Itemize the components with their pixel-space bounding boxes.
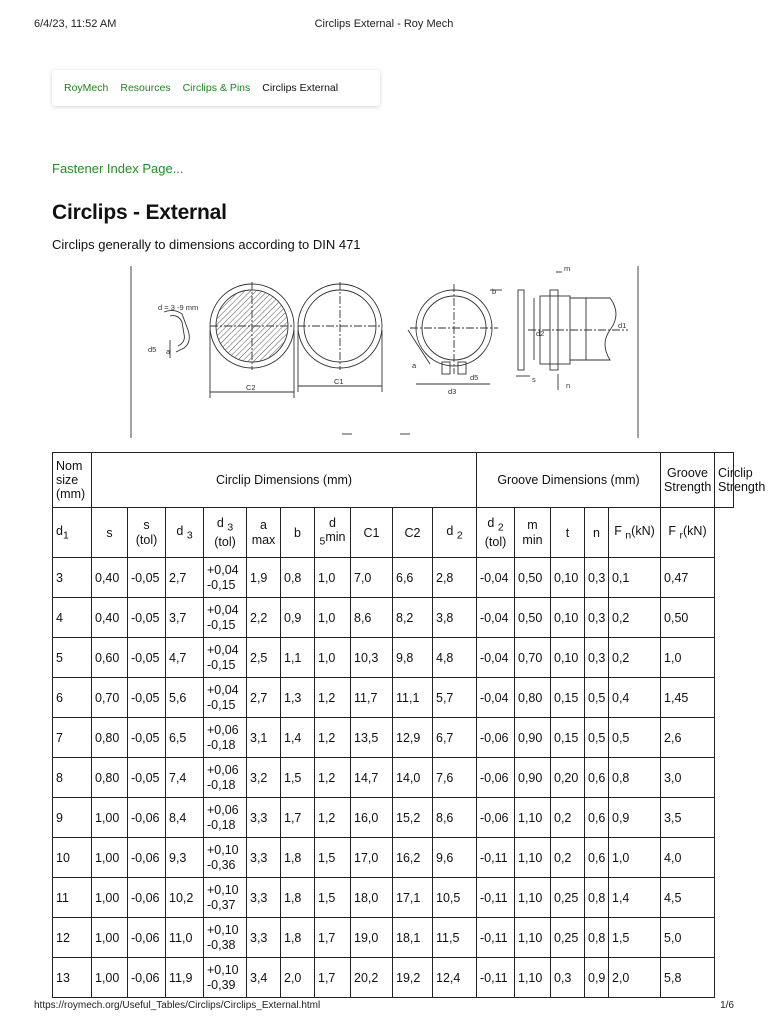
cell-fn: 0,1 xyxy=(609,558,661,598)
col-s-tol: s (tol) xyxy=(128,508,166,558)
cell-t: 0,2 xyxy=(551,798,585,838)
circlip-dimensions-table xyxy=(52,452,766,998)
cell-d5: 1,0 xyxy=(315,558,351,598)
col-b: b xyxy=(281,508,315,558)
cell-d3: 7,4 xyxy=(166,758,204,798)
cell-c2: 11,1 xyxy=(393,678,433,718)
col-d1: $d_1$ xyxy=(53,508,92,558)
cell-fn: 0,2 xyxy=(609,598,661,638)
cell-a: 3,3 xyxy=(247,798,281,838)
cell-d2: 3,8 xyxy=(433,598,477,638)
col-d2-tol: d $_2$ (tol) xyxy=(477,508,515,558)
cell-d2: 8,6 xyxy=(433,798,477,838)
cell-fr: 0,47 xyxy=(661,558,715,598)
header-groove-dimensions: Groove Dimensions (mm) xyxy=(477,453,661,508)
table-row xyxy=(53,758,734,798)
cell-s-tol: -0,06 xyxy=(128,878,166,918)
cell-n: 0,8 xyxy=(585,878,609,918)
cell-d5: 1,2 xyxy=(315,718,351,758)
cell-d5: 1,2 xyxy=(315,678,351,718)
cell-t: 0,25 xyxy=(551,878,585,918)
cell-d3-tol: +0,06 -0,18 xyxy=(204,718,247,758)
cell-fr: 3,0 xyxy=(661,758,715,798)
cell-m: 0,90 xyxy=(515,718,551,758)
cell-c1: 19,0 xyxy=(351,918,393,958)
cell-fr: 3,5 xyxy=(661,798,715,838)
cell-c1: 14,7 xyxy=(351,758,393,798)
cell-c2: 8,2 xyxy=(393,598,433,638)
cell-fr: 4,5 xyxy=(661,878,715,918)
cell-a: 3,3 xyxy=(247,878,281,918)
cell-c2: 14,0 xyxy=(393,758,433,798)
breadcrumb xyxy=(52,70,380,106)
cell-b: 0,8 xyxy=(281,558,315,598)
fastener-index-link[interactable]: Fastener Index Page... xyxy=(52,161,184,176)
cell-a: 3,3 xyxy=(247,918,281,958)
cell-d2-tol: -0,04 xyxy=(477,678,515,718)
cell-c2: 6,6 xyxy=(393,558,433,598)
cell-c1: 18,0 xyxy=(351,878,393,918)
breadcrumb-current: Circlips External xyxy=(262,82,339,94)
cell-t: 0,10 xyxy=(551,598,585,638)
cell-c2: 18,1 xyxy=(393,918,433,958)
cell-d3-tol: +0,04 -0,15 xyxy=(204,678,247,718)
cell-d3: 2,7 xyxy=(166,558,204,598)
fig-label-d5-left: d5 xyxy=(148,345,157,354)
header-circlip-dimensions: Circlip Dimensions (mm) xyxy=(92,453,477,508)
fig-label-d-range: d = 3 -9 mm xyxy=(158,303,199,312)
cell-d2-tol: -0,06 xyxy=(477,758,515,798)
cell-t: 0,20 xyxy=(551,758,585,798)
cell-s-tol: -0,05 xyxy=(128,638,166,678)
table-row xyxy=(53,918,734,958)
col-t: t xyxy=(551,508,585,558)
fig-label-a-mid: a xyxy=(412,361,417,370)
cell-m: 1,10 xyxy=(515,958,551,998)
cell-b: 1,5 xyxy=(281,758,315,798)
cell-a: 3,1 xyxy=(247,718,281,758)
cell-d3: 10,2 xyxy=(166,878,204,918)
table-row xyxy=(53,638,734,678)
cell-d2: 10,5 xyxy=(433,878,477,918)
print-url: https://roymech.org/Useful_Tables/Circlips/Circlips_External.html xyxy=(34,1000,321,1011)
cell-n: 0,8 xyxy=(585,918,609,958)
print-date: 6/4/23, 11:52 AM xyxy=(34,18,117,30)
cell-n: 0,3 xyxy=(585,638,609,678)
intro-text: Circlips generally to dimensions according to DIN 471 xyxy=(52,237,361,252)
cell-d1: 12 xyxy=(53,918,92,958)
fig-label-b: b xyxy=(492,287,497,296)
cell-s: 0,80 xyxy=(92,718,128,758)
cell-s: 0,60 xyxy=(92,638,128,678)
cell-t: 0,15 xyxy=(551,678,585,718)
cell-fn: 0,5 xyxy=(609,718,661,758)
cell-d5: 1,0 xyxy=(315,638,351,678)
cell-d5: 1,5 xyxy=(315,838,351,878)
cell-d1: 10 xyxy=(53,838,92,878)
cell-c1: 10,3 xyxy=(351,638,393,678)
cell-s-tol: -0,05 xyxy=(128,678,166,718)
col-c1: C1 xyxy=(351,508,393,558)
fig-label-d5-mid: d5 xyxy=(470,373,479,382)
cell-c1: 8,6 xyxy=(351,598,393,638)
fig-label-m: m xyxy=(564,264,571,273)
cell-d3-tol: +0,06 -0,18 xyxy=(204,758,247,798)
cell-fn: 1,0 xyxy=(609,838,661,878)
page-title: Circlips - External xyxy=(52,201,227,224)
col-d2: d $_2$ xyxy=(433,508,477,558)
fig-label-d2: d2 xyxy=(536,329,545,338)
cell-n: 0,5 xyxy=(585,718,609,758)
print-footer xyxy=(34,1000,734,1014)
header-nom-size: Nom size (mm) xyxy=(53,453,92,508)
cell-m: 0,80 xyxy=(515,678,551,718)
cell-s: 1,00 xyxy=(92,878,128,918)
cell-d1: 8 xyxy=(53,758,92,798)
cell-m: 0,70 xyxy=(515,638,551,678)
cell-d2: 9,6 xyxy=(433,838,477,878)
cell-t: 0,2 xyxy=(551,838,585,878)
cell-n: 0,6 xyxy=(585,798,609,838)
cell-d2-tol: -0,04 xyxy=(477,598,515,638)
cell-t: 0,10 xyxy=(551,638,585,678)
cell-d3: 11,0 xyxy=(166,918,204,958)
cell-d2-tol: -0,04 xyxy=(477,558,515,598)
cell-s: 1,00 xyxy=(92,958,128,998)
cell-a: 3,4 xyxy=(247,958,281,998)
header-circlip-strength: Circlip Strength xyxy=(715,453,734,508)
col-d3-tol: d $_3$ (tol) xyxy=(204,508,247,558)
cell-s-tol: -0,06 xyxy=(128,838,166,878)
cell-s: 0,40 xyxy=(92,598,128,638)
cell-d2-tol: -0,04 xyxy=(477,638,515,678)
cell-d3-tol: +0,10 -0,37 xyxy=(204,878,247,918)
cell-c2: 15,2 xyxy=(393,798,433,838)
cell-m: 1,10 xyxy=(515,878,551,918)
cell-t: 0,10 xyxy=(551,558,585,598)
cell-d2-tol: -0,11 xyxy=(477,878,515,918)
cell-n: 0,3 xyxy=(585,558,609,598)
cell-d1: 4 xyxy=(53,598,92,638)
cell-d2: 12,4 xyxy=(433,958,477,998)
col-d3: d $_3$ xyxy=(166,508,204,558)
fig-label-d1: d1 xyxy=(618,321,627,330)
cell-s: 1,00 xyxy=(92,798,128,838)
cell-c1: 20,2 xyxy=(351,958,393,998)
cell-n: 0,6 xyxy=(585,758,609,798)
cell-n: 0,6 xyxy=(585,838,609,878)
cell-s-tol: -0,05 xyxy=(128,758,166,798)
cell-d3-tol: +0,06 -0,18 xyxy=(204,798,247,838)
cell-d5: 1,0 xyxy=(315,598,351,638)
cell-b: 1,8 xyxy=(281,838,315,878)
cell-fr: 1,45 xyxy=(661,678,715,718)
cell-s-tol: -0,06 xyxy=(128,918,166,958)
fig-label-d3: d3 xyxy=(448,387,457,396)
table-row xyxy=(53,958,734,998)
cell-fr: 5,8 xyxy=(661,958,715,998)
cell-c2: 16,2 xyxy=(393,838,433,878)
cell-c1: 11,7 xyxy=(351,678,393,718)
cell-c1: 13,5 xyxy=(351,718,393,758)
cell-fn: 2,0 xyxy=(609,958,661,998)
cell-d5: 1,7 xyxy=(315,958,351,998)
cell-b: 1,7 xyxy=(281,798,315,838)
cell-t: 0,3 xyxy=(551,958,585,998)
cell-d2: 5,7 xyxy=(433,678,477,718)
cell-s: 0,40 xyxy=(92,558,128,598)
cell-d2-tol: -0,06 xyxy=(477,798,515,838)
table-row xyxy=(53,598,734,638)
fig-label-c1: C1 xyxy=(334,377,344,386)
cell-d1: 9 xyxy=(53,798,92,838)
fig-label-a-left: a xyxy=(166,347,171,356)
cell-t: 0,15 xyxy=(551,718,585,758)
cell-d2-tol: -0,11 xyxy=(477,958,515,998)
cell-s-tol: -0,06 xyxy=(128,958,166,998)
cell-d1: 3 xyxy=(53,558,92,598)
cell-m: 1,10 xyxy=(515,918,551,958)
breadcrumb-resources[interactable]: Resources xyxy=(120,82,171,94)
cell-a: 3,2 xyxy=(247,758,281,798)
cell-d5: 1,7 xyxy=(315,918,351,958)
cell-d5: 1,2 xyxy=(315,798,351,838)
fig-label-s: s xyxy=(532,375,536,384)
cell-d1: 6 xyxy=(53,678,92,718)
col-n: n xyxy=(585,508,609,558)
cell-fr: 1,0 xyxy=(661,638,715,678)
table-row xyxy=(53,798,734,838)
cell-s-tol: -0,05 xyxy=(128,718,166,758)
col-a-max: a max xyxy=(247,508,281,558)
header-groove-strength: Groove Strength xyxy=(661,453,715,508)
cell-d5: 1,5 xyxy=(315,878,351,918)
print-page-number: 1/6 xyxy=(720,1000,734,1011)
cell-m: 1,10 xyxy=(515,798,551,838)
table-row xyxy=(53,878,734,918)
cell-c2: 19,2 xyxy=(393,958,433,998)
col-m-min: m min xyxy=(515,508,551,558)
cell-a: 2,7 xyxy=(247,678,281,718)
cell-d2: 6,7 xyxy=(433,718,477,758)
cell-fn: 0,9 xyxy=(609,798,661,838)
cell-b: 0,9 xyxy=(281,598,315,638)
cell-d3-tol: +0,04 -0,15 xyxy=(204,558,247,598)
cell-d2-tol: -0,11 xyxy=(477,918,515,958)
cell-fn: 0,8 xyxy=(609,758,661,798)
cell-d2-tol: -0,06 xyxy=(477,718,515,758)
cell-t: 0,25 xyxy=(551,918,585,958)
col-c2: C2 xyxy=(393,508,433,558)
cell-n: 0,5 xyxy=(585,678,609,718)
cell-b: 1,3 xyxy=(281,678,315,718)
cell-b: 2,0 xyxy=(281,958,315,998)
cell-s: 0,80 xyxy=(92,758,128,798)
cell-d3: 11,9 xyxy=(166,958,204,998)
cell-fr: 2,6 xyxy=(661,718,715,758)
cell-d3: 9,3 xyxy=(166,838,204,878)
cell-a: 2,2 xyxy=(247,598,281,638)
cell-a: 2,5 xyxy=(247,638,281,678)
col-fr: F $_r$(kN) xyxy=(661,508,715,558)
table-row xyxy=(53,558,734,598)
cell-c2: 9,8 xyxy=(393,638,433,678)
cell-d3-tol: +0,10 -0,36 xyxy=(204,838,247,878)
table-row xyxy=(53,718,734,758)
cell-c2: 17,1 xyxy=(393,878,433,918)
cell-m: 0,50 xyxy=(515,598,551,638)
print-header xyxy=(34,18,734,32)
cell-n: 0,9 xyxy=(585,958,609,998)
cell-d1: 7 xyxy=(53,718,92,758)
cell-b: 1,4 xyxy=(281,718,315,758)
cell-d5: 1,2 xyxy=(315,758,351,798)
cell-d2: 4,8 xyxy=(433,638,477,678)
cell-c1: 16,0 xyxy=(351,798,393,838)
col-fn: F $_n$(kN) xyxy=(609,508,661,558)
cell-c1: 7,0 xyxy=(351,558,393,598)
print-title: Circlips External - Roy Mech xyxy=(314,18,454,30)
cell-d3: 3,7 xyxy=(166,598,204,638)
cell-d3: 4,7 xyxy=(166,638,204,678)
table-body xyxy=(53,558,734,998)
cell-fn: 1,5 xyxy=(609,918,661,958)
cell-d3: 6,5 xyxy=(166,718,204,758)
cell-s: 0,70 xyxy=(92,678,128,718)
cell-d2-tol: -0,11 xyxy=(477,838,515,878)
breadcrumb-circlips-pins[interactable]: Circlips & Pins xyxy=(182,82,251,94)
col-s: s xyxy=(92,508,128,558)
cell-d1: 5 xyxy=(53,638,92,678)
cell-d1: 13 xyxy=(53,958,92,998)
cell-fr: 5,0 xyxy=(661,918,715,958)
cell-m: 0,50 xyxy=(515,558,551,598)
cell-c2: 12,9 xyxy=(393,718,433,758)
cell-b: 1,8 xyxy=(281,878,315,918)
cell-n: 0,3 xyxy=(585,598,609,638)
cell-d2: 11,5 xyxy=(433,918,477,958)
cell-d1: 11 xyxy=(53,878,92,918)
circlip-diagram xyxy=(130,264,642,440)
cell-s-tol: -0,06 xyxy=(128,798,166,838)
cell-fn: 0,4 xyxy=(609,678,661,718)
fig-label-c2: C2 xyxy=(246,383,256,392)
cell-s-tol: -0,05 xyxy=(128,558,166,598)
cell-s: 1,00 xyxy=(92,918,128,958)
table-row xyxy=(53,678,734,718)
table-row xyxy=(53,838,734,878)
col-d5-min: d $_5$min xyxy=(315,508,351,558)
cell-d3: 5,6 xyxy=(166,678,204,718)
cell-d3-tol: +0,10 -0,38 xyxy=(204,918,247,958)
cell-m: 0,90 xyxy=(515,758,551,798)
cell-fr: 0,50 xyxy=(661,598,715,638)
fig-label-n: n xyxy=(566,381,571,390)
cell-fn: 1,4 xyxy=(609,878,661,918)
cell-s: 1,00 xyxy=(92,838,128,878)
cell-a: 1,9 xyxy=(247,558,281,598)
breadcrumb-roymech[interactable]: RoyMech xyxy=(64,82,109,94)
cell-d2: 2,8 xyxy=(433,558,477,598)
cell-d3: 8,4 xyxy=(166,798,204,838)
cell-d3-tol: +0,10 -0,39 xyxy=(204,958,247,998)
cell-fn: 0,2 xyxy=(609,638,661,678)
cell-s-tol: -0,05 xyxy=(128,598,166,638)
cell-d3-tol: +0,04 -0,15 xyxy=(204,638,247,678)
cell-b: 1,1 xyxy=(281,638,315,678)
cell-m: 1,10 xyxy=(515,838,551,878)
cell-a: 3,3 xyxy=(247,838,281,878)
cell-d2: 7,6 xyxy=(433,758,477,798)
cell-b: 1,8 xyxy=(281,918,315,958)
cell-c1: 17,0 xyxy=(351,838,393,878)
cell-fr: 4,0 xyxy=(661,838,715,878)
cell-d3-tol: +0,04 -0,15 xyxy=(204,598,247,638)
